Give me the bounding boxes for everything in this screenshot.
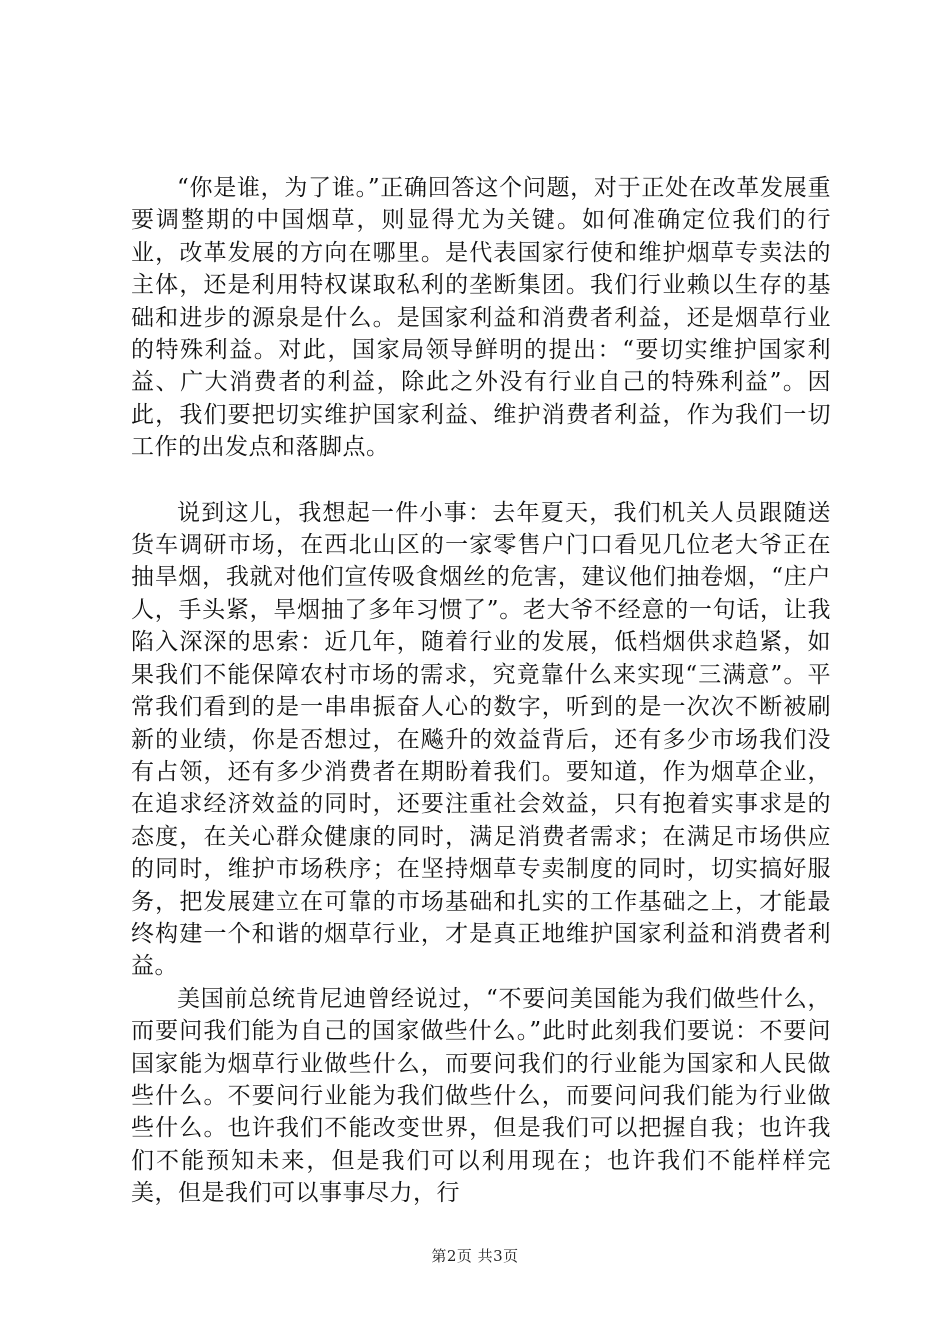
document-body [131,172,831,1210]
paragraph-2: 说到这儿，我想起一件小事：去年夏天，我们机关人员跟随送货车调研市场，在西北山区的一家零售户门口看见几位老大爷正在抽旱烟，我就对他们宣传吸食烟丝的危害，建议他们抽卷烟，“庄户人，手头紧，旱烟抽了多年习惯了”。老大爷不经意的一句话，让我陷入深深的思索：近几年，随着行业的发展，低档烟供求趋紧，如果我们不能保障农村市场的需求，究竟靠什么来实现“三满意”。平常我们看到的是一串串振奋人心的数字，听到的是一次次不断被刷新的业绩，你是否想过，在飚升的效益背后，还有多少市场我们没有占领，还有多少消费者在期盼着我们。要知道，作为烟草企业，在追求经济效益的同时，还要注重社会效益，只有抱着实事求是的态度，在关心群众健康的同时，满足消费者需求；在满足市场供应的同时，维护市场秩序；在坚持烟草专卖制度的同时，切实搞好服务，把发展建立在可靠的市场基础和扎实的工作基础之上，才能最终构建一个和谐的烟草行业，才是真正地维护国家利益和消费者利益。 [131,499,831,980]
paragraph-1: “你是谁，为了谁。”正确回答这个问题，对于正处在改革发展重要调整期的中国烟草，则显得尤为关键。如何准确定位我们的行业，改革发展的方向在哪里。是代表国家行使和维护烟草专卖法的主体，还是利用特权谋取私利的垄断集团。我们行业赖以生存的基础和进步的源泉是什么。是国家利益和消费者利益，还是烟草行业的特殊利益。对此，国家局领导鲜明的提出：“要切实维护国家利益、广大消费者的利益，除此之外没有行业自己的特殊利益”。因此，我们要把切实维护国家利益、维护消费者利益，作为我们一切工作的出发点和落脚点。 [131,175,831,461]
page-number-footer: 第2页 共3页 [431,1247,519,1265]
paragraph-3: 美国前总统肯尼迪曾经说过，“不要问美国能为我们做些什么，而要问我们能为自己的国家做些什么。”此时此刻我们要说：不要问国家能为烟草行业做些什么，而要问我们的行业能为国家和人民做些什么。不要问行业能为我们做些什么，而要问问我们能为行业做些什么。也许我们不能改变世界，但是我们可以把握自我；也许我们不能预知未来，但是我们可以利用现在；也许我们不能样样完美，但是我们可以事事尽力，行 [131,985,831,1207]
